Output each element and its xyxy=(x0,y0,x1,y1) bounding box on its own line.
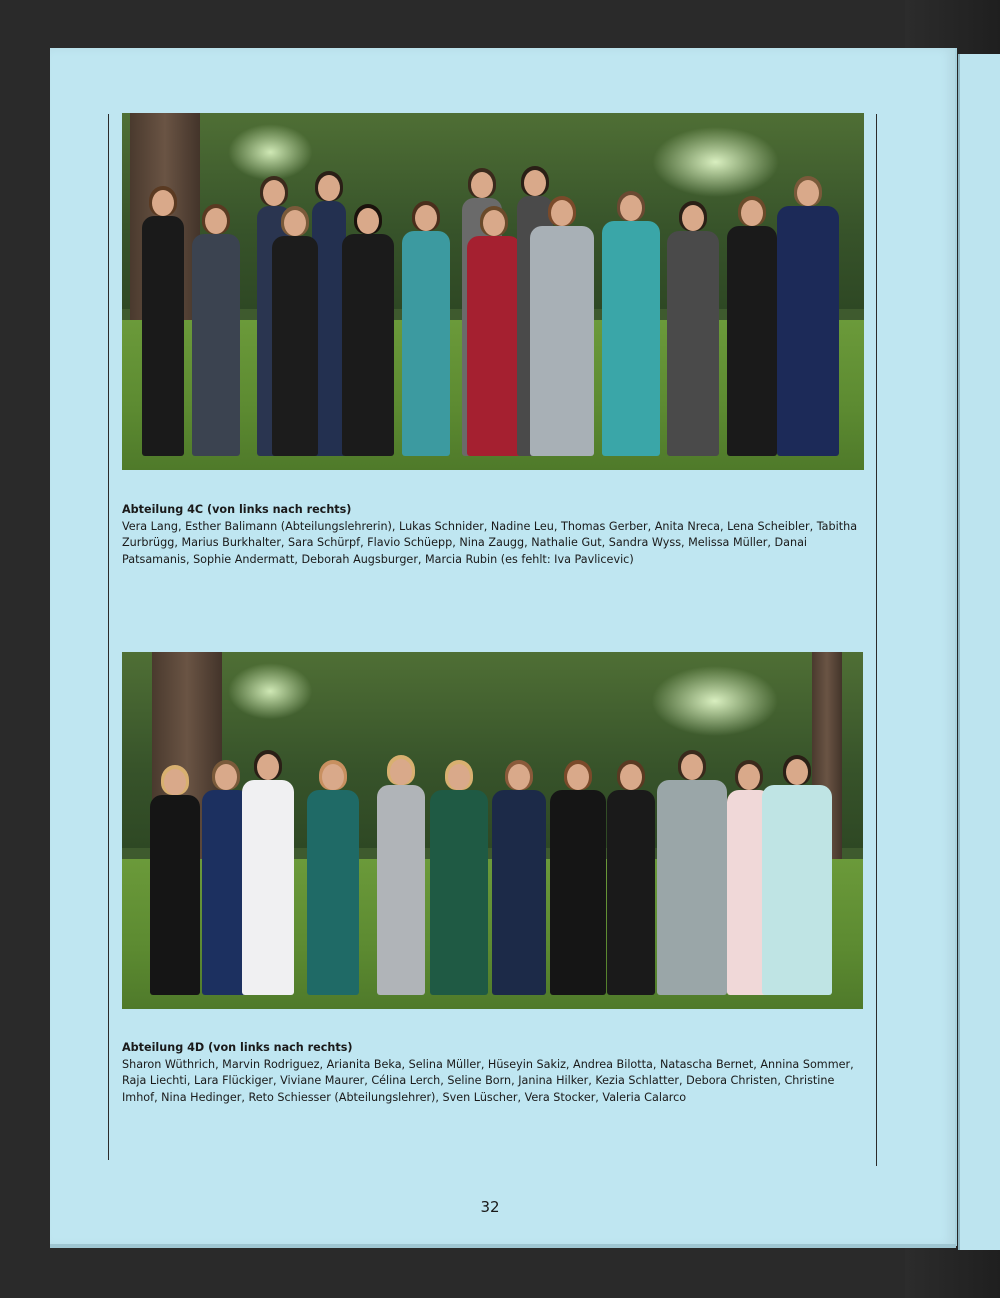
photo-figure xyxy=(242,780,294,995)
page-bottom-edge xyxy=(50,1244,956,1248)
photo-figure xyxy=(307,790,359,995)
photo-figure xyxy=(530,226,594,456)
class-4d-photo xyxy=(122,652,863,1009)
left-margin-rule xyxy=(108,114,109,1160)
photo-figure xyxy=(667,231,719,456)
class-4c-caption xyxy=(122,502,872,568)
photo-figure xyxy=(602,221,660,456)
photo-figure xyxy=(777,206,839,456)
photo-figure xyxy=(727,226,777,456)
photo-figure xyxy=(150,795,200,995)
next-page-edge xyxy=(958,54,1000,1250)
photo-figure xyxy=(342,234,394,456)
class-4d-caption xyxy=(122,1040,872,1106)
photo-figure xyxy=(377,785,425,995)
class-4c-names: Vera Lang, Esther Balimann (Abteilungslehrerin), Lukas Schnider, Nadine Leu, Thomas Gerber, Anita Nreca, Lena Scheibler, Tabitha Zurbrügg, Marius Burkhalter, Sara Schürpf, Flavio Schüepp, Nina Zaugg, Nathalie Gut, Sandra Wyss, Melissa Müller, Danai Patsamanis, Sophie Andermatt, Deborah Augsburger, Marcia Rubin (es fehlt: Iva Pavlicevic) xyxy=(122,519,858,566)
class-4c-heading: Abteilung 4C (von links nach rechts) xyxy=(122,503,352,516)
photo-figure xyxy=(492,790,546,995)
brochure-page xyxy=(50,48,955,1246)
photo-figure xyxy=(272,236,318,456)
photo-figure xyxy=(142,216,184,456)
photo-figure xyxy=(762,785,832,995)
photo-figure xyxy=(430,790,488,995)
class-4d-names: Sharon Wüthrich, Marvin Rodriguez, Arianita Beka, Selina Müller, Hüseyin Sakiz, Andrea Bilotta, Natascha Bernet, Annina Sommer, Raja Liechti, Lara Flückiger, Viviane Maurer, Célina Lerch, Seline Born, Janina Hilker, Kezia Schlatter, Debora Christen, Christine Imhof, Nina Hedinger, Reto Schiesser (Abteilungslehrer), Sven Lüscher, Vera Stocker, Valeria Calarco xyxy=(122,1057,854,1104)
page-number: 32 xyxy=(480,1198,500,1216)
photo-figure xyxy=(467,236,521,456)
class-4d-heading: Abteilung 4D (von links nach rechts) xyxy=(122,1041,353,1054)
photo-figure xyxy=(402,231,450,456)
class-4c-photo xyxy=(122,113,864,470)
photo-figure xyxy=(607,790,655,995)
photo-figure xyxy=(550,790,606,995)
photo-figure xyxy=(192,234,240,456)
right-margin-rule xyxy=(876,114,877,1166)
photo-figure xyxy=(657,780,727,995)
